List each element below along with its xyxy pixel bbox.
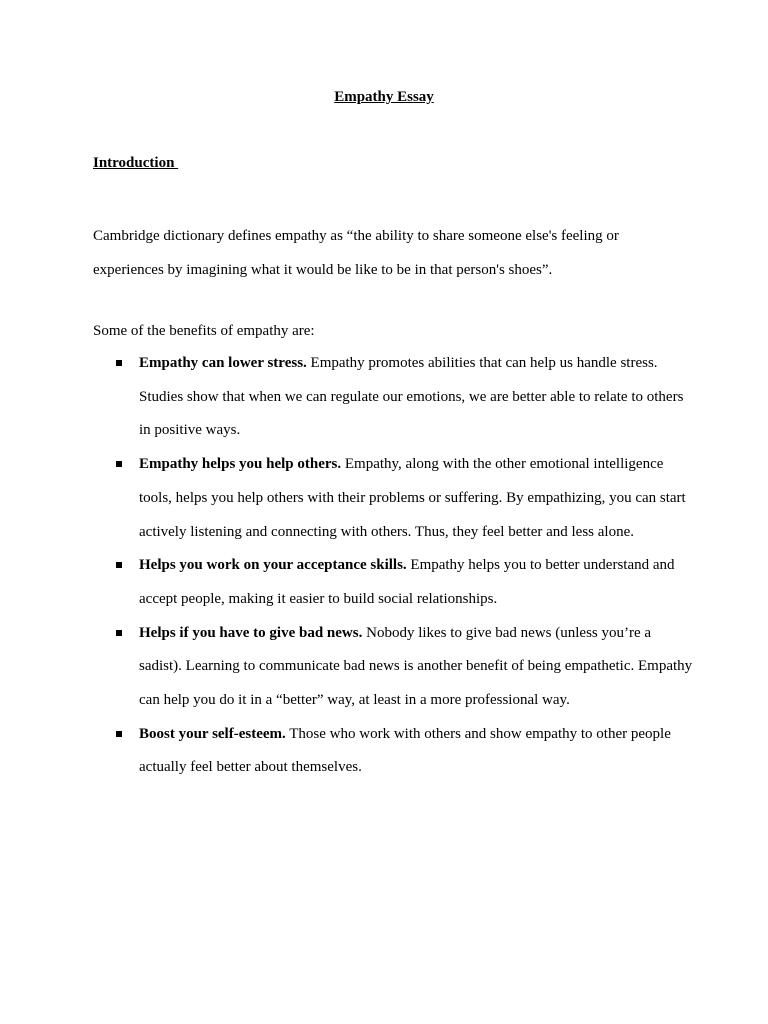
square-bullet-icon: [116, 461, 122, 467]
square-bullet-icon: [116, 562, 122, 568]
benefit-title: Empathy helps you help others.: [139, 456, 342, 473]
benefit-title: Helps if you have to give bad news.: [139, 624, 363, 641]
benefit-item-lower-stress: [93, 347, 693, 448]
benefit-text: Empathy promotes abilities that can help us handle stress. Studies show that when we can regulate our emotions, we are better able to relate to others in positive ways.: [139, 355, 684, 439]
benefits-list: [93, 347, 693, 785]
benefit-item-bad-news: [93, 617, 693, 718]
square-bullet-icon: [116, 630, 122, 636]
square-bullet-icon: [116, 360, 122, 366]
benefit-title: Empathy can lower stress.: [139, 355, 307, 371]
benefit-title: Helps you work on your acceptance skills.: [139, 557, 407, 574]
document-title: Empathy Essay: [334, 89, 434, 105]
benefit-text: Empathy helps you to better understand and accept people, making it easier to build social relationships.: [139, 557, 675, 607]
benefit-title: Boost your self-esteem.: [139, 725, 286, 742]
benefit-text: Those who work with others and show empathy to other people actually feel better about themselves.: [139, 725, 671, 776]
benefit-item-self-esteem: [93, 718, 693, 785]
benefit-item-acceptance-skills: [93, 549, 693, 616]
benefits-lead-text: Some of the benefits of empathy are:: [93, 323, 315, 339]
square-bullet-icon: [116, 731, 122, 737]
benefit-item-help-others: [93, 448, 693, 549]
benefit-text: Empathy, along with the other emotional intelligence tools, helps you help others with their problems or suffering. By empathizing, you can start actively listening and connecting with others. Thus, they feel better and less alone.: [139, 456, 686, 540]
benefit-text: Nobody likes to give bad news (unless you’re a sadist). Learning to communicate bad news is another benefit of being empathetic. Empathy can help you do it in a “better” way, at least in a more professional way.: [139, 624, 693, 709]
section-heading-introduction: Introduction: [93, 155, 179, 171]
intro-paragraph: Cambridge dictionary defines empathy as “the ability to share someone else's feeling or experiences by imagining what it would be like to be in that person's shoes”.: [93, 228, 619, 278]
